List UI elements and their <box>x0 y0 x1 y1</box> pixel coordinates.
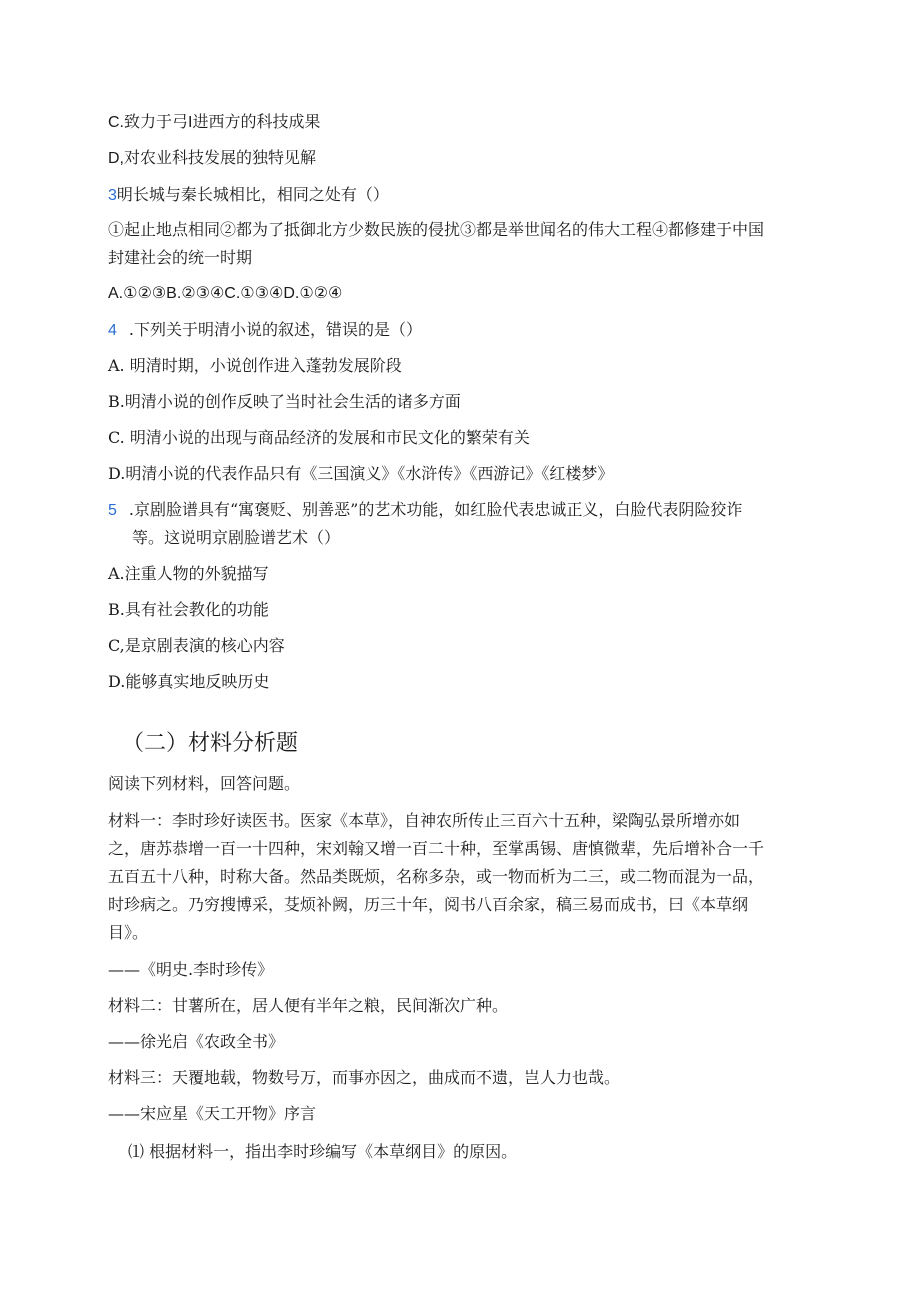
material1-line5: 目》。 <box>108 923 149 942</box>
q5-stem-line1: .京剧脸谱具有“寓褒贬、别善恶”的艺术功能，如红脸代表忠诚正义，白脸代表阴险狡诈 <box>128 500 743 519</box>
material2-text: 材料二：甘薯所在，居人便有半年之粮，民间渐次广种。 <box>108 996 509 1015</box>
q3-stem <box>108 184 389 207</box>
section-title: （二）材料分析题 <box>122 731 299 756</box>
q5-option-a: A.注重人物的外貌描写 <box>108 564 269 583</box>
material1-line2: 之，唐苏恭增一百一十四种，宋刘翰又增一百二十种，至掌禹锡、唐慎微辈，先后增补合一千 <box>108 839 765 858</box>
q4-stem-text: .下列关于明清小说的叙述，错误的是（） <box>128 320 422 339</box>
q5-option-b: B.具有社会教化的功能 <box>108 600 269 619</box>
q5-stem-line2: 等。这说明京剧脸谱艺术（） <box>132 528 341 547</box>
material1-line4: 时珍病之。乃穷搜博采，芟烦补阙，历三十年，阅书八百余家，稿三易而成书，曰《本草纲 <box>108 895 749 914</box>
q4-stem <box>108 319 422 342</box>
q3-statements-line2: 封建社会的统一时期 <box>108 248 253 267</box>
q4-number: 4 <box>108 322 117 339</box>
q4-option-d: D.明清小说的代表作品只有《三国演义》《水浒传》《西游记》《红楼梦》 <box>108 464 614 483</box>
question-1: ⑴ 根据材料一，指出李时珍编写《本草纲目》的原因。 <box>128 1142 518 1161</box>
material1-line1: 材料一：李时珍好读医书。医家《本草》，自神农所传止三百六十五种，梁陶弘景所增亦如 <box>108 811 741 830</box>
q5-stem <box>108 499 742 522</box>
q2-option-c: C.致力于弓I进西方的科技成果 <box>108 114 321 131</box>
q5-option-d: D.能够真实地反映历史 <box>108 672 270 691</box>
q3-statements-line1: ①起止地点相同②都为了抵御北方少数民族的侵扰③都是举世闻名的伟大工程④都修建于中国 <box>108 220 765 239</box>
material1-source: ——《明史.李时珍传》 <box>108 960 274 979</box>
q2-option-d: D,对农业科技发展的独特见解 <box>108 150 317 167</box>
section-intro: 阅读下列材料，回答问题。 <box>108 774 301 793</box>
material1-line3: 五百五十八种，时称大备。然品类既烦，名称多杂，或一物而析为二三，或二物而混为一品， <box>108 867 765 886</box>
q3-stem-text: 明长城与秦长城相比，相同之处有（） <box>116 185 389 204</box>
q4-option-c: C. 明清小说的出现与商品经济的发展和市民文化的繁荣有关 <box>108 428 530 447</box>
material3-text: 材料三：天覆地载，物数号万，而事亦因之，曲成而不遗，岂人力也哉。 <box>108 1068 621 1087</box>
q3-options: A.①②③B.②③④C.①③④D.①②④ <box>108 285 343 302</box>
q4-option-b: B.明清小说的创作反映了当时社会生活的诸多方面 <box>108 392 461 411</box>
q3-number: 3 <box>108 187 117 204</box>
q5-option-c: C,是京剧表演的核心内容 <box>108 636 285 655</box>
material2-source: ——徐光启《农政全书》 <box>108 1032 285 1051</box>
material3-source: ——宋应星《天工开物》序言 <box>108 1104 317 1123</box>
q5-number: 5 <box>108 502 117 519</box>
q4-option-a: A. 明清时期，小说创作进入蓬勃发展阶段 <box>108 356 402 375</box>
